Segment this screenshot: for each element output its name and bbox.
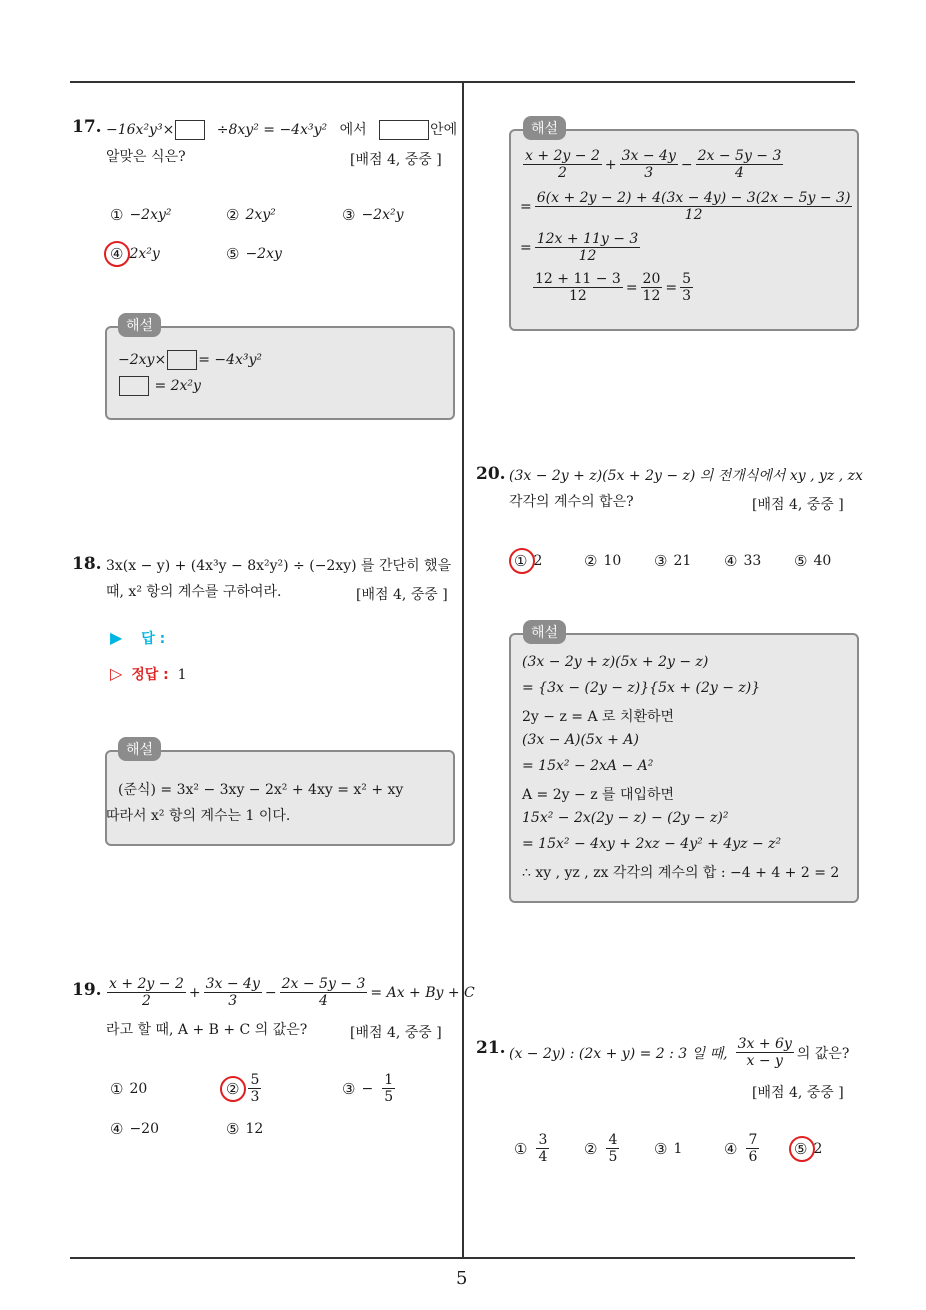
- question-20-line1: (3x − 2y + z)(5x + 2y − z) 의 전개식에서 xy , yz , zx: [509, 468, 863, 484]
- q20-expl-line: = 15x² − 2xA − A²: [522, 758, 654, 774]
- answer-mark-circle: [220, 1076, 246, 1102]
- q17-expr-b: ÷8xy² = −4x³y²: [216, 122, 328, 138]
- q19-explanation-tag: 해설: [523, 116, 566, 140]
- correct-label: 정답 :: [131, 667, 169, 683]
- solid-triangle-right-icon: ▶: [110, 628, 123, 647]
- q20-expl-line: = 15x² − 4xy + 2xz − 4y² + 4yz − z²: [522, 836, 782, 852]
- q17-explanation-tag: 해설: [118, 313, 161, 337]
- question-17-line2: 알맞은 식은?: [106, 149, 186, 165]
- column-divider: [462, 81, 464, 1258]
- q20-expl-line: (3x − 2y + z)(5x + 2y − z): [522, 654, 709, 670]
- correct-value: 1: [177, 667, 187, 683]
- q21-option-1[interactable]: ① $\frac{3}{4}$: [514, 1132, 548, 1165]
- q20-option-4[interactable]: ④ 33: [724, 552, 762, 570]
- question-17-line1: [106, 116, 457, 144]
- question-18-source: [배점 4, 중중 ]: [356, 587, 448, 603]
- answer-mark-circle: [789, 1136, 815, 1162]
- q20-option-5[interactable]: ⑤ 40: [794, 552, 832, 570]
- q17-expl-line2: = 2x²y: [118, 376, 201, 396]
- q19-option-5[interactable]: ⑤ 12: [226, 1120, 264, 1138]
- q17-text-d: 안에: [430, 122, 458, 138]
- question-17-source: [배점 4, 중중 ]: [350, 152, 442, 168]
- q17-option-1[interactable]: ① −2xy²: [110, 206, 172, 224]
- q17-option-3[interactable]: ③ −2x²y: [342, 206, 404, 224]
- q21-option-5[interactable]: ⑤ 2: [794, 1140, 823, 1158]
- question-19-source: [배점 4, 중중 ]: [350, 1025, 442, 1041]
- blank-box: [167, 350, 197, 370]
- q17-expr-a: −16x²y³×: [106, 122, 175, 138]
- q19-option-3[interactable]: ③ − $\frac{1}{5}$: [342, 1072, 394, 1105]
- question-19-number: 19.: [72, 980, 102, 1000]
- blank-box: [175, 120, 205, 140]
- page-number: 5: [456, 1268, 468, 1289]
- q18-expl-line2: 따라서 x² 항의 계수는 1 이다.: [106, 808, 291, 824]
- outline-triangle-right-icon: ▷: [110, 664, 123, 683]
- q20-expl-line: 2y − z = A 로 치환하면: [522, 709, 675, 725]
- q20-expl-line: (3x − A)(5x + A): [522, 732, 639, 748]
- blank-box-2: [379, 120, 429, 140]
- q21-option-4[interactable]: ④ $\frac{7}{6}$: [724, 1132, 758, 1165]
- q18-explanation-tag: 해설: [118, 737, 161, 761]
- q17-option-5[interactable]: ⑤ −2xy: [226, 245, 282, 263]
- q20-option-2[interactable]: ② 10: [584, 552, 622, 570]
- q18-expl-line1: (준식) = 3x² − 3xy − 2x² + 4xy = x² + xy: [118, 782, 404, 798]
- answer-mark-circle: [104, 241, 130, 267]
- question-20-source: [배점 4, 중중 ]: [752, 497, 844, 513]
- q17-expl-line1: −2xy× = −4x³y²: [118, 352, 263, 368]
- q17-option-2[interactable]: ② 2xy²: [226, 206, 276, 224]
- q21-option-3[interactable]: ③ 1: [654, 1140, 683, 1158]
- q17-option-4[interactable]: ④ 2x²y: [110, 245, 160, 263]
- q19-expl-line4: $\frac{12 + 11 - 3}{12}$ = $\frac{20}{12}$ = $\frac{5}{3}$: [535, 271, 692, 304]
- question-18-number: 18.: [72, 554, 102, 574]
- question-21-line1: (x − 2y) : (2x + y) = 2 : 3 일 때, $\frac{3x + 6y}{x - y}$ 의 값은?: [509, 1036, 850, 1069]
- question-21-number: 21.: [476, 1038, 506, 1058]
- question-20-line2: 각각의 계수의 합은?: [509, 494, 634, 510]
- question-18-line2: 때, x² 항의 계수를 구하여라.: [106, 584, 282, 600]
- q20-explanation-tag: 해설: [523, 620, 566, 644]
- q19-expl-line1: $\frac{x + 2y - 2}{2}$ + $\frac{3x - 4y}{3}$ − $\frac{2x - 5y - 3}{4}$: [525, 148, 782, 181]
- q21-option-2[interactable]: ② $\frac{4}{5}$: [584, 1132, 618, 1165]
- q17-explanation-box: [105, 326, 455, 420]
- question-20-number: 20.: [476, 464, 506, 484]
- q20-expl-line: A = 2y − z 를 대입하면: [522, 787, 675, 803]
- question-21-source: [배점 4, 중중 ]: [752, 1085, 844, 1101]
- q20-option-3[interactable]: ③ 21: [654, 552, 692, 570]
- q18-answer-row: [110, 628, 165, 648]
- q20-expl-line: = {3x − (2y − z)}{5x + (2y − z)}: [522, 680, 761, 696]
- question-18-line1: 3x(x − y) + (4x³y − 8x²y²) ÷ (−2xy) 를 간단히 했을: [106, 558, 452, 574]
- q17-text-c: 에서: [339, 122, 367, 138]
- answer-label: 답 :: [141, 631, 166, 647]
- bottom-rule: [70, 1257, 855, 1259]
- blank-box: [119, 376, 149, 396]
- q19-option-1[interactable]: ① 20: [110, 1080, 148, 1098]
- question-17-number: 17.: [72, 117, 102, 137]
- q19-expl-line3: = $\frac{12x + 11y - 3}{12}$: [520, 231, 639, 264]
- q19-option-2[interactable]: ② $\frac{5}{3}$: [226, 1072, 260, 1105]
- q19-option-4[interactable]: ④ −20: [110, 1120, 159, 1138]
- q19-expl-line2: = $\frac{6(x + 2y - 2) + 4(3x - 4y) - 3(2x - 5y - 3)}{12}$: [520, 190, 851, 223]
- q18-correct-row: [110, 664, 187, 684]
- answer-mark-circle: [509, 548, 535, 574]
- question-19-line2: 라고 할 때, A + B + C 의 값은?: [106, 1022, 308, 1038]
- q20-option-1[interactable]: ① 2: [514, 552, 543, 570]
- q20-expl-line: 15x² − 2x(2y − z) − (2y − z)²: [522, 810, 729, 826]
- q20-expl-line: ∴ xy , yz , zx 각각의 계수의 합 : −4 + 4 + 2 = 2: [522, 865, 840, 881]
- question-19-line1: $\frac{x + 2y - 2}{2}$ + $\frac{3x - 4y}{3}$ − $\frac{2x - 5y - 3}{4}$ = Ax + By + C: [109, 976, 475, 1009]
